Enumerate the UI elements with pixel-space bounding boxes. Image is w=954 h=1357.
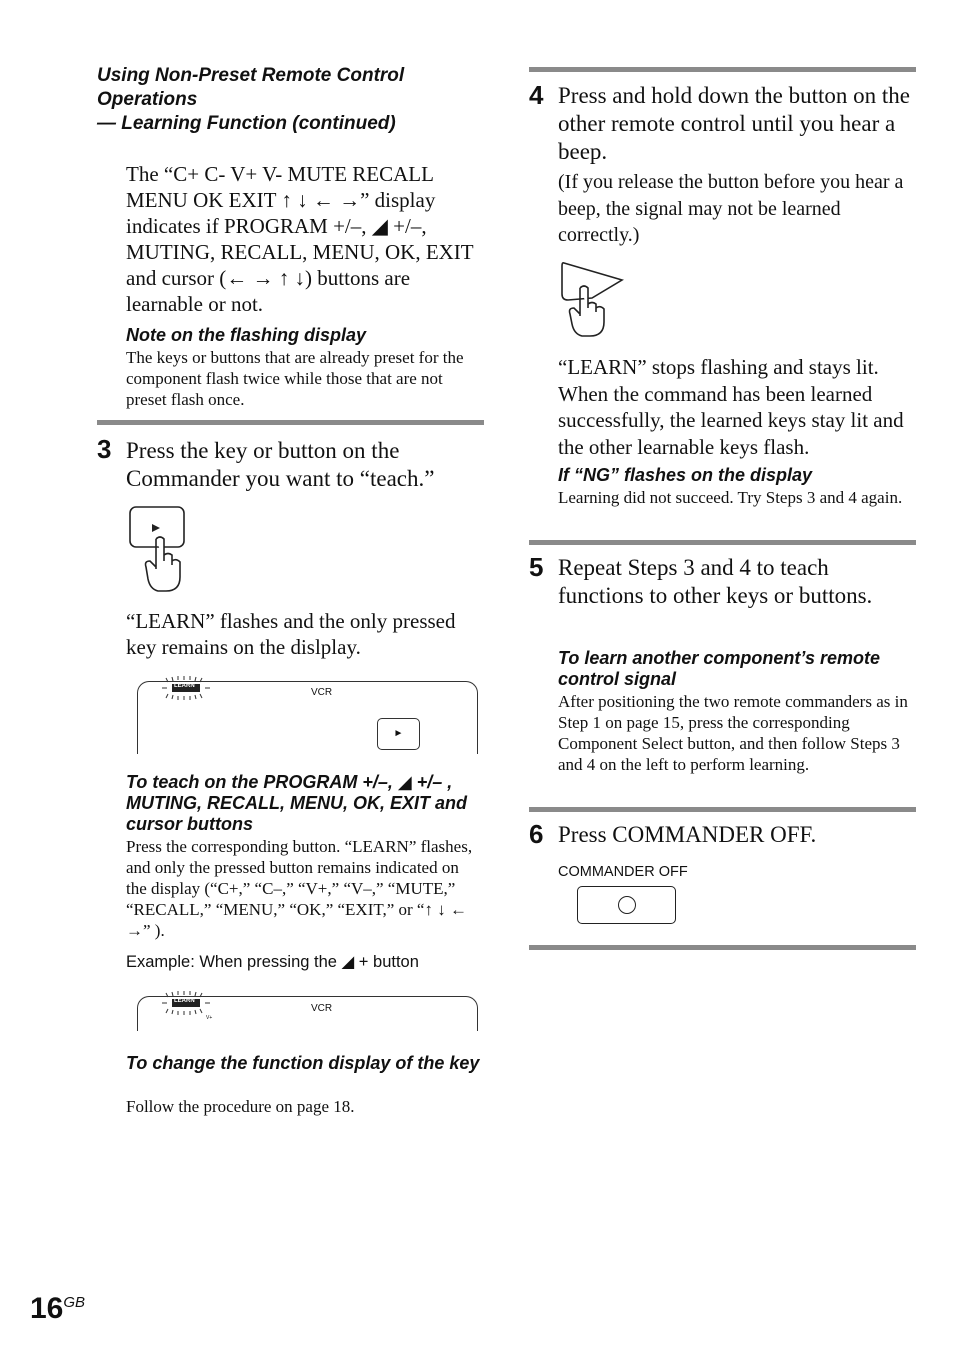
ng-note-text: Learning did not succeed. Try Steps 3 and 4 again. <box>558 488 903 507</box>
section-heading-line-2: Operations <box>97 89 198 110</box>
page-number-value: 16 <box>30 1292 64 1325</box>
teach-program-title: To teach on the PROGRAM +/–, ◢ +/– , MUTING, RECALL, MENU, OK, EXIT and cursor buttons <box>126 772 467 834</box>
commander-off-label: COMMANDER OFF <box>558 864 688 880</box>
learn-label: LEARN <box>174 998 195 1004</box>
learn-label: LEARN <box>174 683 195 689</box>
section-heading-line-1: Using Non-Preset Remote Control <box>97 65 405 86</box>
step-3-text: Press the key or button on the Commander you want to “teach.” <box>126 438 435 491</box>
play-symbol: ► <box>393 728 404 739</box>
page-number-suffix: GB <box>63 1294 86 1311</box>
divider-rule <box>529 945 916 950</box>
play-key-indicator <box>377 718 420 750</box>
change-display-text: Follow the procedure on page 18. <box>126 1097 355 1116</box>
page-number <box>30 1292 85 1326</box>
note-flashing-text: The keys or buttons that are already preset for the component flash twice while those that are not preset flash once. <box>126 348 464 409</box>
step-5-text: Repeat Steps 3 and 4 to teach functions to other keys or buttons. <box>558 555 873 608</box>
step-4-paren: (If you release the button before you hear a beep, the signal may not be learned correctly.) <box>558 171 904 246</box>
step-4-after-text: “LEARN” stops flashing and stays lit. When the command has been learned successfully, the learned keys stay lit and the other learnable keys flash. <box>558 355 904 459</box>
learn-indicator <box>160 991 212 1015</box>
divider-rule <box>529 67 916 72</box>
example-text: Example: When pressing the ◢ + button <box>126 953 419 971</box>
circle-icon <box>618 896 636 914</box>
hand-pressing-key-icon <box>126 505 190 593</box>
learn-other-title: To learn another component’s remote control signal <box>558 648 881 689</box>
vcr-label: VCR <box>311 1003 333 1014</box>
learn-indicator <box>160 676 212 700</box>
step-5-number: 5 <box>529 552 544 582</box>
divider-rule <box>97 420 484 425</box>
divider-rule <box>529 540 916 545</box>
step-6-text: Press COMMANDER OFF. <box>558 822 817 847</box>
vplus-label: V+ <box>206 1015 213 1021</box>
section-heading <box>97 64 487 136</box>
step-4-text: Press and hold down the button on the other remote control until you hear a beep. <box>558 83 910 164</box>
step-3-after-text: “LEARN” flashes and the only pressed key remains on the dislplay. <box>126 609 456 659</box>
lcd-display-1 <box>137 681 478 754</box>
step-6-number: 6 <box>529 819 544 849</box>
section-heading-line-3: — Learning Function (continued) <box>97 113 396 134</box>
learn-other-text: After positioning the two remote commanders as in Step 1 on page 15, press the corresponding Component Select button, and then follow Steps 3 and 4 on the left to perform learning. <box>558 692 908 774</box>
note-flashing-title: Note on the flashing display <box>126 325 367 345</box>
lcd-display-2 <box>137 996 478 1031</box>
divider-rule <box>529 807 916 812</box>
intro-paragraph: The “C+ C- V+ V- MUTE RECALL MENU OK EXIT ↑ ↓ ← →” display indicates if PROGRAM +/–, ◢ +/–, MUTING, RECALL, MENU, OK, EXIT and cursor (← → ↑ ↓) buttons are learnable or not. <box>126 162 474 316</box>
teach-program-text: Press the corresponding button. “LEARN” flashes, and only the pressed button remains indicated on the display (“C+,” “C–,” “V+,” “V–,” “MUTE,” “RECALL,” “MENU,” “OK,” “EXIT,” or “↑ ↓ ← →” ). <box>126 837 473 940</box>
commander-off-button <box>577 886 676 924</box>
step-4-number: 4 <box>529 80 544 110</box>
step-3-number: 3 <box>97 434 112 464</box>
change-display-title: To change the function display of the key <box>126 1053 480 1073</box>
vcr-label: VCR <box>311 687 333 698</box>
hand-pressing-remote-icon <box>558 260 628 338</box>
ng-note-title: If “NG” flashes on the display <box>558 465 813 485</box>
